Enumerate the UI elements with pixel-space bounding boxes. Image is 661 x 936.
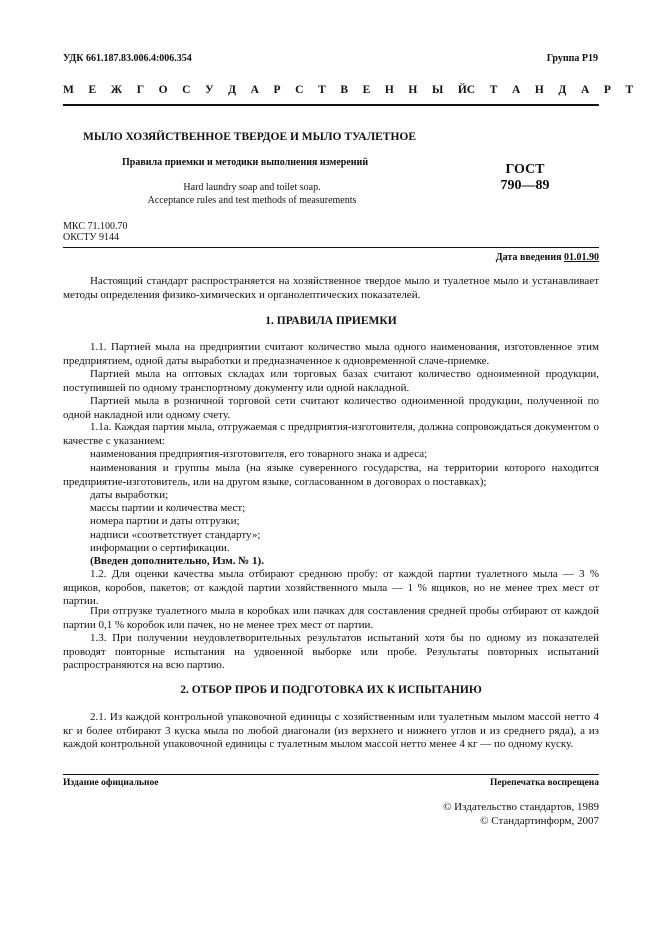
list-item: наименования и группы мыла (на языке суверенного государства, на территории которого находится предприятие-изготовитель, или на другом языке, согласованном в договорах о поставках); (63, 462, 599, 488)
section-1-heading: 1. ПРАВИЛА ПРИЕМКИ (265, 315, 397, 327)
group-code: Группа Р19 (546, 53, 598, 64)
effective-date (496, 252, 599, 263)
clause-1-1-retail: Партией мыла в розничной торговой сети считают количество одноименной продукции, полученной по одной накладной или одному счету. (63, 395, 599, 421)
banner-word-standard (467, 84, 633, 96)
banner-letter: Ж (110, 84, 123, 96)
copyright-line-1: © Издательство стандартов, 1989 (443, 801, 599, 813)
banner-letter: Д (228, 84, 237, 96)
banner-letter: У (205, 84, 214, 96)
banner-letter: В (340, 84, 348, 96)
clause-2-1: 2.1. Из каждой контрольной упаковочной единицы с хозяйственным или туалетным мылом массой нетто 4 кг и более отбирают 3 куска мыла по любой диагонали (из верхнего и нижнего углов и из среднего ряда), а из каждой контрольной упаковочной единицы с туалетным мылом массой нетто менее 4 кг — по одному куску. (63, 711, 599, 750)
banner-letter: С (466, 84, 476, 96)
footer-rule (63, 774, 599, 775)
official-edition-note: Издание официальное (63, 778, 159, 788)
amendment-note: (Введен дополнительно, Изм. № 1). (90, 555, 264, 567)
banner-letter: Д (558, 84, 567, 96)
effective-date-label: Дата введения (495, 252, 564, 263)
banner-letter: Г (136, 84, 145, 96)
document-subtitle: Правила приемки и методики выполнения измерений (122, 157, 369, 168)
banner-letter: О (158, 84, 168, 96)
banner-letter: Р (603, 84, 611, 96)
banner-letter: А (250, 84, 259, 96)
gost-label: ГОСТ (505, 162, 545, 177)
banner-word-interstate (63, 84, 467, 96)
clause-1-1-wholesale: Партией мыла на оптовых складах или торговых базах считают количество одноименной продукции, поступившей по одному транспортному документу или одной накладной. (63, 368, 599, 394)
clause-1-1: 1.1. Партией мыла на предприятии считают количество мыла одного наименования, изготовленное этим предприятием, одной даты выработки и предназначенное к одновременной слаче-приемке. (63, 341, 599, 367)
banner-letter: Н (408, 84, 418, 96)
banner-letter: С (182, 84, 191, 96)
list-item: массы партии и количества мест; (90, 502, 246, 514)
banner-letter: Т (318, 84, 326, 96)
standard-type-banner (63, 84, 634, 96)
banner-letter: Н (384, 84, 394, 96)
banner-letter: С (295, 84, 304, 96)
banner-letter: Н (534, 84, 544, 96)
document-title: МЫЛО ХОЗЯЙСТВЕННОЕ ТВЕРДОЕ И МЫЛО ТУАЛЕТНОЕ (83, 131, 417, 143)
list-item: номера партии и даты отгрузки; (90, 515, 240, 527)
english-title-line-2: Acceptance rules and test methods of measurements (147, 195, 357, 206)
udk-code: УДК 661.187.83.006.4:006.354 (63, 53, 192, 64)
banner-letter: Т (489, 84, 498, 96)
clause-1-2: 1.2. Для оценки качества мыла отбирают среднюю пробу: от каждой партии туалетного мыла — 3 % ящиков, коробов, пакетов; от каждой партии хозяйственного мыла — 1 % ящиков, но не менее трех мест от партии. (63, 568, 599, 607)
clause-1-2-packs: При отгрузке туалетного мыла в коробках или пачках для составления средней пробы отбирают от каждой партии 0,1 % коробок или пачек, но не менее трех мест от партии. (63, 605, 599, 631)
reprint-prohibited-note: Перепечатка воспрещена (489, 778, 599, 788)
banner-letter: А (511, 84, 521, 96)
mks-code: МКС 71.100.70 (63, 221, 128, 232)
banner-letter: Т (625, 84, 634, 96)
top-rule (63, 104, 599, 106)
section-2-heading: 2. ОТБОР ПРОБ И ПОДГОТОВКА ИХ К ИСПЫТАНИЮ (180, 684, 482, 696)
intro-paragraph: Настоящий стандарт распространяется на хозяйственное твердое мыло и туалетное мыло и устанавливает методы определения физико-химических и органолептических показателей. (63, 275, 599, 301)
list-item: информации о сертификации. (90, 542, 230, 554)
copyright-line-2: © Стандартинформ, 2007 (480, 815, 599, 827)
effective-date-value: 01.01.90 (564, 252, 599, 263)
list-item: даты выработки; (90, 489, 169, 501)
list-item: наименования предприятия-изготовителя, его товарного знака и адреса; (90, 448, 428, 460)
english-title-line-1: Hard laundry soap and toilet soap. (183, 182, 321, 193)
okstu-code: ОКСТУ 9144 (63, 232, 120, 243)
list-item: надписи «соответствует стандарту»; (90, 529, 261, 541)
banner-letter: Е (362, 84, 371, 96)
banner-letter: Е (88, 84, 97, 96)
header-rule (63, 247, 599, 248)
clause-1-3: 1.3. При получении неудовлетворительных результатов испытаний хотя бы по одному из показателей проводят повторные испытания на удвоенной выборке или пробе. Результаты повторных испытаний распространяются на всю партию. (63, 632, 599, 671)
banner-letter: М (63, 84, 74, 96)
banner-letter: Р (273, 84, 281, 96)
banner-letter: Й (457, 84, 467, 96)
clause-1-1a: 1.1а. Каждая партия мыла, отгружаемая с предприятия-изготовителя, должна сопровождаться документом о качестве с указанием: (63, 421, 599, 447)
banner-letter: А (580, 84, 590, 96)
gost-number: 790—89 (500, 178, 550, 193)
banner-letter: Ы (431, 84, 444, 96)
